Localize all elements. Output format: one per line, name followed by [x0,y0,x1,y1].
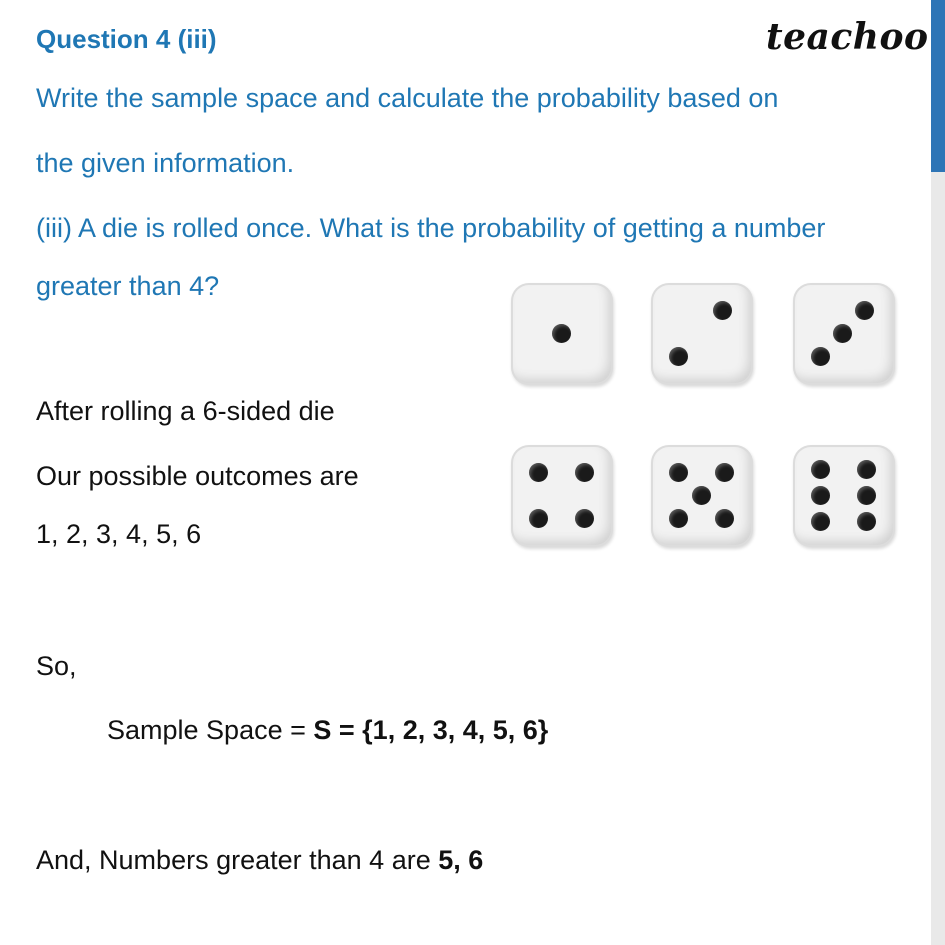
greater-than-label: And, Numbers greater than 4 are [36,845,439,875]
sample-space-label: Sample Space = [107,715,314,745]
die-face-2-icon [651,283,753,385]
die-pip [669,509,688,528]
die-face-5-icon [651,445,753,547]
question-line-1: Write the sample space and calculate the probability based on [36,83,779,113]
die-pip [855,301,874,320]
greater-than-line [36,845,483,876]
die-pip [669,463,688,482]
die-pip [833,324,852,343]
die-pip [552,324,571,343]
die-pip [575,509,594,528]
question-line-4: greater than 4? [36,271,220,301]
die-pip [811,460,830,479]
scrollbar-thumb[interactable] [931,0,945,172]
solution-line-2: Our possible outcomes are [36,461,359,491]
question-line-2: the given information. [36,148,295,178]
sample-space-line [107,715,548,746]
solution-line-1: After rolling a 6-sided die [36,396,335,426]
die-pip [811,347,830,366]
die-face-6-icon [793,445,895,547]
die-face-3-icon [793,283,895,385]
die-face-1-icon [511,283,613,385]
die-pip [857,486,876,505]
die-pip [715,463,734,482]
greater-than-value: 5, 6 [438,845,484,875]
die-pip [857,512,876,531]
die-pip [715,509,734,528]
scrollbar[interactable] [931,0,945,945]
die-pip [529,509,548,528]
die-face-4-icon [511,445,613,547]
die-pip [811,512,830,531]
die-pip [713,301,732,320]
die-pip [857,460,876,479]
die-pip [669,347,688,366]
question-line-3: (iii) A die is rolled once. What is the probability of getting a number [36,213,826,243]
die-pip [692,486,711,505]
solution-so: So, [36,651,77,681]
solution-line-3: 1, 2, 3, 4, 5, 6 [36,519,202,549]
die-pip [811,486,830,505]
teachoo-logo: teachoo [766,16,929,58]
sample-space-value: S = {1, 2, 3, 4, 5, 6} [313,715,549,745]
question-title: Question 4 (iii) [36,24,217,54]
die-pip [575,463,594,482]
die-pip [529,463,548,482]
